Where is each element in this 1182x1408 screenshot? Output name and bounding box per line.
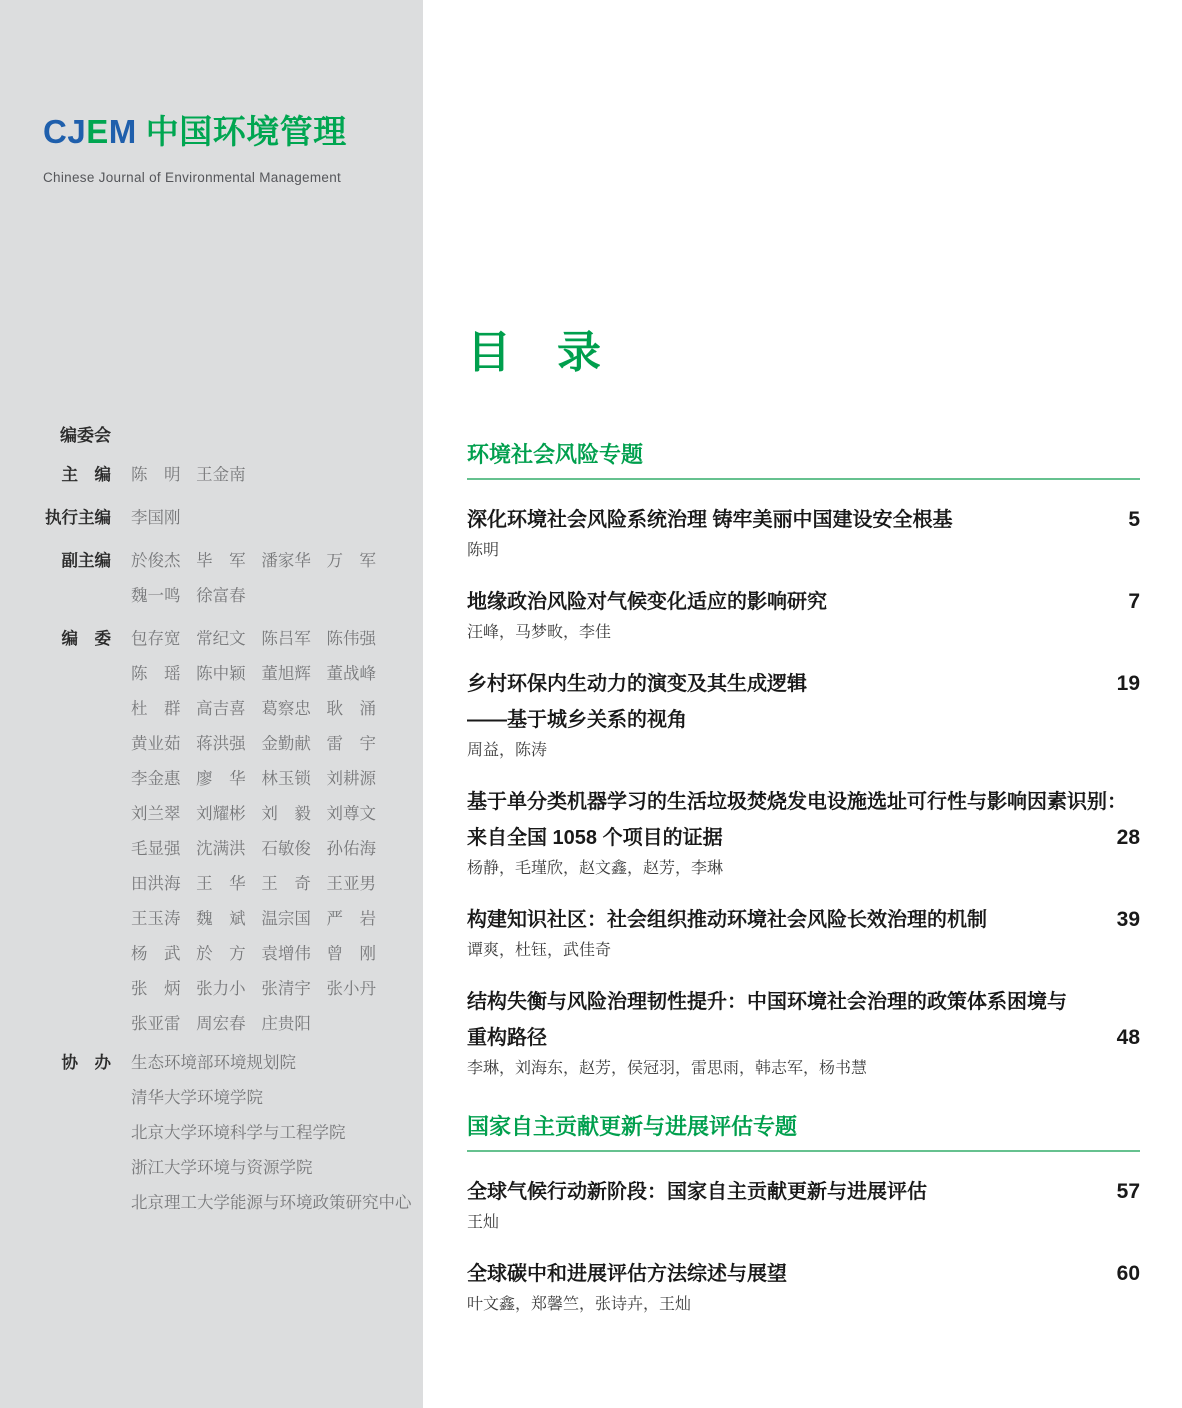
article-entry (467, 984, 1140, 1080)
board-entry-label: 编 委 (61, 630, 111, 648)
article-page-number: 19 (1116, 672, 1140, 695)
article-title-line (467, 502, 1140, 538)
board-member-name: 张清宇 (261, 980, 311, 998)
article-title-line (467, 1256, 1140, 1292)
board-member-name: 魏一鸣 (131, 587, 181, 605)
board-member-name: 刘毅 (261, 805, 311, 823)
board-member-name: 万军 (326, 552, 377, 570)
toc-section (467, 1114, 1140, 1316)
article-title: 乡村环保内生动力的演变及其生成逻辑 (467, 673, 807, 695)
board-name-line (131, 458, 411, 493)
article-page-number: 28 (1116, 826, 1140, 849)
board-member-name: 庄贵阳 (261, 1015, 311, 1033)
co-organizers (43, 1046, 411, 1221)
board-member-name: 高吉喜 (196, 700, 246, 718)
article-entry (467, 584, 1140, 644)
board-member-name: 陈瑶 (131, 665, 181, 683)
article-title: 全球碳中和进展评估方法综述与展望 (467, 1263, 787, 1285)
board-member-name: 王奇 (261, 875, 311, 893)
article-entry (467, 502, 1140, 562)
co-organizer-item: 浙江大学环境与资源学院 (131, 1159, 313, 1177)
logo-letter-m: M (108, 113, 137, 150)
article-authors: 叶文鑫，郑馨竺，张诗卉，王灿 (467, 1296, 692, 1313)
board-member-name: 刘耀彬 (196, 805, 246, 823)
co-organizer-list (131, 1046, 412, 1221)
board-member-name: 董战峰 (326, 665, 377, 683)
article-title: 基于单分类机器学习的生活垃圾焚烧发电设施选址可行性与影响因素识别： (467, 791, 1127, 813)
journal-title-chinese: 中国环境管理 (145, 113, 347, 150)
co-organizer-label: 协 办 (61, 1054, 111, 1072)
board-entry-names (131, 544, 411, 614)
article-authors: 杨静，毛瑾欣，赵文鑫，赵芳，李琳 (467, 860, 724, 877)
board-member-name: 董旭辉 (261, 665, 311, 683)
logo-letters-cj: CJ (43, 113, 87, 150)
board-name-line (131, 544, 411, 579)
board-member-name: 袁增伟 (261, 945, 311, 963)
board-name-line (131, 579, 411, 614)
board-entry-names (131, 458, 411, 493)
board-name-line (131, 657, 411, 692)
board-name-line (131, 902, 411, 937)
article-title: ——基于城乡关系的视角 (467, 709, 687, 731)
board-name-line (131, 937, 411, 972)
board-entry (43, 622, 411, 1042)
board-member-name: 雷宇 (326, 735, 377, 753)
board-member-name: 林玉锁 (261, 770, 311, 788)
article-title: 深化环境社会风险系统治理 铸牢美丽中国建设安全根基 (467, 509, 953, 531)
board-name-line (131, 797, 411, 832)
article-entry (467, 1256, 1140, 1316)
board-member-name: 杜群 (131, 700, 181, 718)
article-page-number: 39 (1116, 908, 1140, 931)
toc-section (467, 442, 1140, 1080)
toc-title: 目 录 (467, 328, 602, 377)
article-title-line (467, 584, 1140, 620)
article-title: 全球气候行动新阶段：国家自主贡献更新与进展评估 (467, 1181, 927, 1203)
board-member-name: 金勤献 (261, 735, 311, 753)
board-member-name: 蒋洪强 (196, 735, 246, 753)
toc-sections (467, 442, 1140, 1316)
article-entry (467, 666, 1140, 762)
sidebar (0, 0, 423, 1408)
board-member-name: 温宗国 (261, 910, 311, 928)
co-organizer-item: 清华大学环境学院 (131, 1089, 263, 1107)
toc-main (423, 0, 1182, 1408)
section-underline (467, 1150, 1140, 1152)
board-member-name: 杨武 (131, 945, 181, 963)
board-member-name: 孙佑海 (326, 840, 377, 858)
article-title: 来自全国 1058 个项目的证据 (467, 827, 723, 849)
article-title-line (467, 820, 1140, 856)
board-name-line (131, 727, 411, 762)
board-member-name: 田洪海 (131, 875, 181, 893)
article-entry (467, 1174, 1140, 1234)
article-entry (467, 784, 1140, 880)
article-title-line (467, 902, 1140, 938)
board-member-name: 廖华 (196, 770, 246, 788)
board-entry-label: 主 编 (61, 466, 111, 484)
board-member-name: 毛显强 (131, 840, 181, 858)
board-member-name: 刘耕源 (326, 770, 377, 788)
board-member-name: 徐富春 (196, 587, 246, 605)
board-entry-label: 执行主编 (45, 509, 111, 527)
article-page-number: 57 (1116, 1180, 1140, 1203)
section-title: 环境社会风险专题 (467, 442, 644, 467)
co-organizer-item: 北京理工大学能源与环境政策研究中心 (131, 1194, 412, 1212)
article-page-number: 5 (1128, 508, 1140, 531)
board-member-name: 刘兰翠 (131, 805, 181, 823)
board-member-name: 张亚雷 (131, 1015, 181, 1033)
editorial-board (43, 424, 411, 1042)
board-member-name: 严岩 (326, 910, 377, 928)
article-page-number: 7 (1128, 590, 1140, 613)
board-name-line (131, 622, 411, 657)
board-name-line (131, 762, 411, 797)
section-underline (467, 478, 1140, 480)
board-entry (43, 544, 411, 614)
board-entry-names (131, 501, 411, 536)
board-member-name: 潘家华 (261, 552, 311, 570)
co-organizer-item: 北京大学环境科学与工程学院 (131, 1124, 346, 1142)
board-member-name: 张炳 (131, 980, 181, 998)
board-member-name: 耿涌 (326, 700, 377, 718)
board-member-name: 李金惠 (131, 770, 181, 788)
board-entry-names (131, 622, 411, 1042)
board-member-name: 张力小 (196, 980, 246, 998)
article-title-line (467, 702, 1140, 738)
board-member-name: 周宏春 (196, 1015, 246, 1033)
board-member-name: 常纪文 (196, 630, 246, 648)
article-authors: 汪峰，马梦畋，李佳 (467, 624, 612, 641)
article-title-line (467, 984, 1140, 1020)
editorial-board-heading: 编委会 (60, 426, 111, 445)
board-member-name: 陈伟强 (326, 630, 377, 648)
board-entry-label: 副主编 (61, 552, 111, 570)
board-member-name: 王华 (196, 875, 246, 893)
board-name-line (131, 1007, 411, 1042)
board-member-name: 刘尊文 (326, 805, 377, 823)
section-title: 国家自主贡献更新与进展评估专题 (467, 1114, 798, 1139)
board-name-line (131, 972, 411, 1007)
board-member-name: 陈明 (131, 466, 181, 484)
journal-logo (43, 106, 403, 185)
co-organizer-item: 生态环境部环境规划院 (131, 1054, 296, 1072)
journal-logo-wordmark (43, 106, 403, 153)
board-name-line (131, 832, 411, 867)
article-entry (467, 902, 1140, 962)
article-authors: 周益，陈涛 (467, 742, 548, 759)
board-member-name: 沈满洪 (196, 840, 246, 858)
editorial-board-entries (43, 458, 411, 1042)
board-member-name: 王亚男 (326, 875, 377, 893)
board-name-line (131, 867, 411, 902)
board-entry (43, 501, 411, 536)
board-member-name: 於俊杰 (131, 552, 181, 570)
board-member-name: 陈中颖 (196, 665, 246, 683)
article-title-line (467, 784, 1140, 820)
journal-title-english: Chinese Journal of Environmental Management (43, 170, 342, 185)
article-title: 结构失衡与风险治理韧性提升：中国环境社会治理的政策体系困境与 (467, 991, 1067, 1013)
board-member-name: 张小丹 (326, 980, 377, 998)
article-title: 构建知识社区：社会组织推动环境社会风险长效治理的机制 (467, 909, 987, 931)
article-page-number: 48 (1116, 1026, 1140, 1049)
board-member-name: 王金南 (196, 466, 246, 484)
board-member-name: 王玉涛 (131, 910, 181, 928)
article-authors: 李琳，刘海东，赵芳，侯冠羽，雷思雨，韩志军，杨书慧 (467, 1060, 868, 1077)
board-member-name: 黄业茹 (131, 735, 181, 753)
board-member-name: 於方 (196, 945, 246, 963)
board-member-name: 包存宽 (131, 630, 181, 648)
article-authors: 陈明 (467, 542, 500, 559)
board-name-line (131, 501, 411, 536)
board-member-name: 李国刚 (131, 509, 181, 527)
logo-letter-e: E (86, 113, 109, 150)
article-authors: 王灿 (467, 1214, 500, 1231)
board-name-line (131, 692, 411, 727)
article-title-line (467, 1020, 1140, 1056)
board-member-name: 葛察忠 (261, 700, 311, 718)
article-title-line (467, 666, 1140, 702)
board-member-name: 陈吕军 (261, 630, 311, 648)
board-member-name: 曾刚 (326, 945, 377, 963)
board-member-name: 魏斌 (196, 910, 246, 928)
article-title-line (467, 1174, 1140, 1210)
board-member-name: 毕军 (196, 552, 246, 570)
article-title: 重构路径 (467, 1027, 547, 1049)
article-page-number: 60 (1116, 1262, 1140, 1285)
article-title: 地缘政治风险对气候变化适应的影响研究 (467, 591, 827, 613)
board-entry (43, 458, 411, 493)
board-member-name: 石敏俊 (261, 840, 311, 858)
article-authors: 谭爽，杜钰，武佳奇 (467, 942, 612, 959)
